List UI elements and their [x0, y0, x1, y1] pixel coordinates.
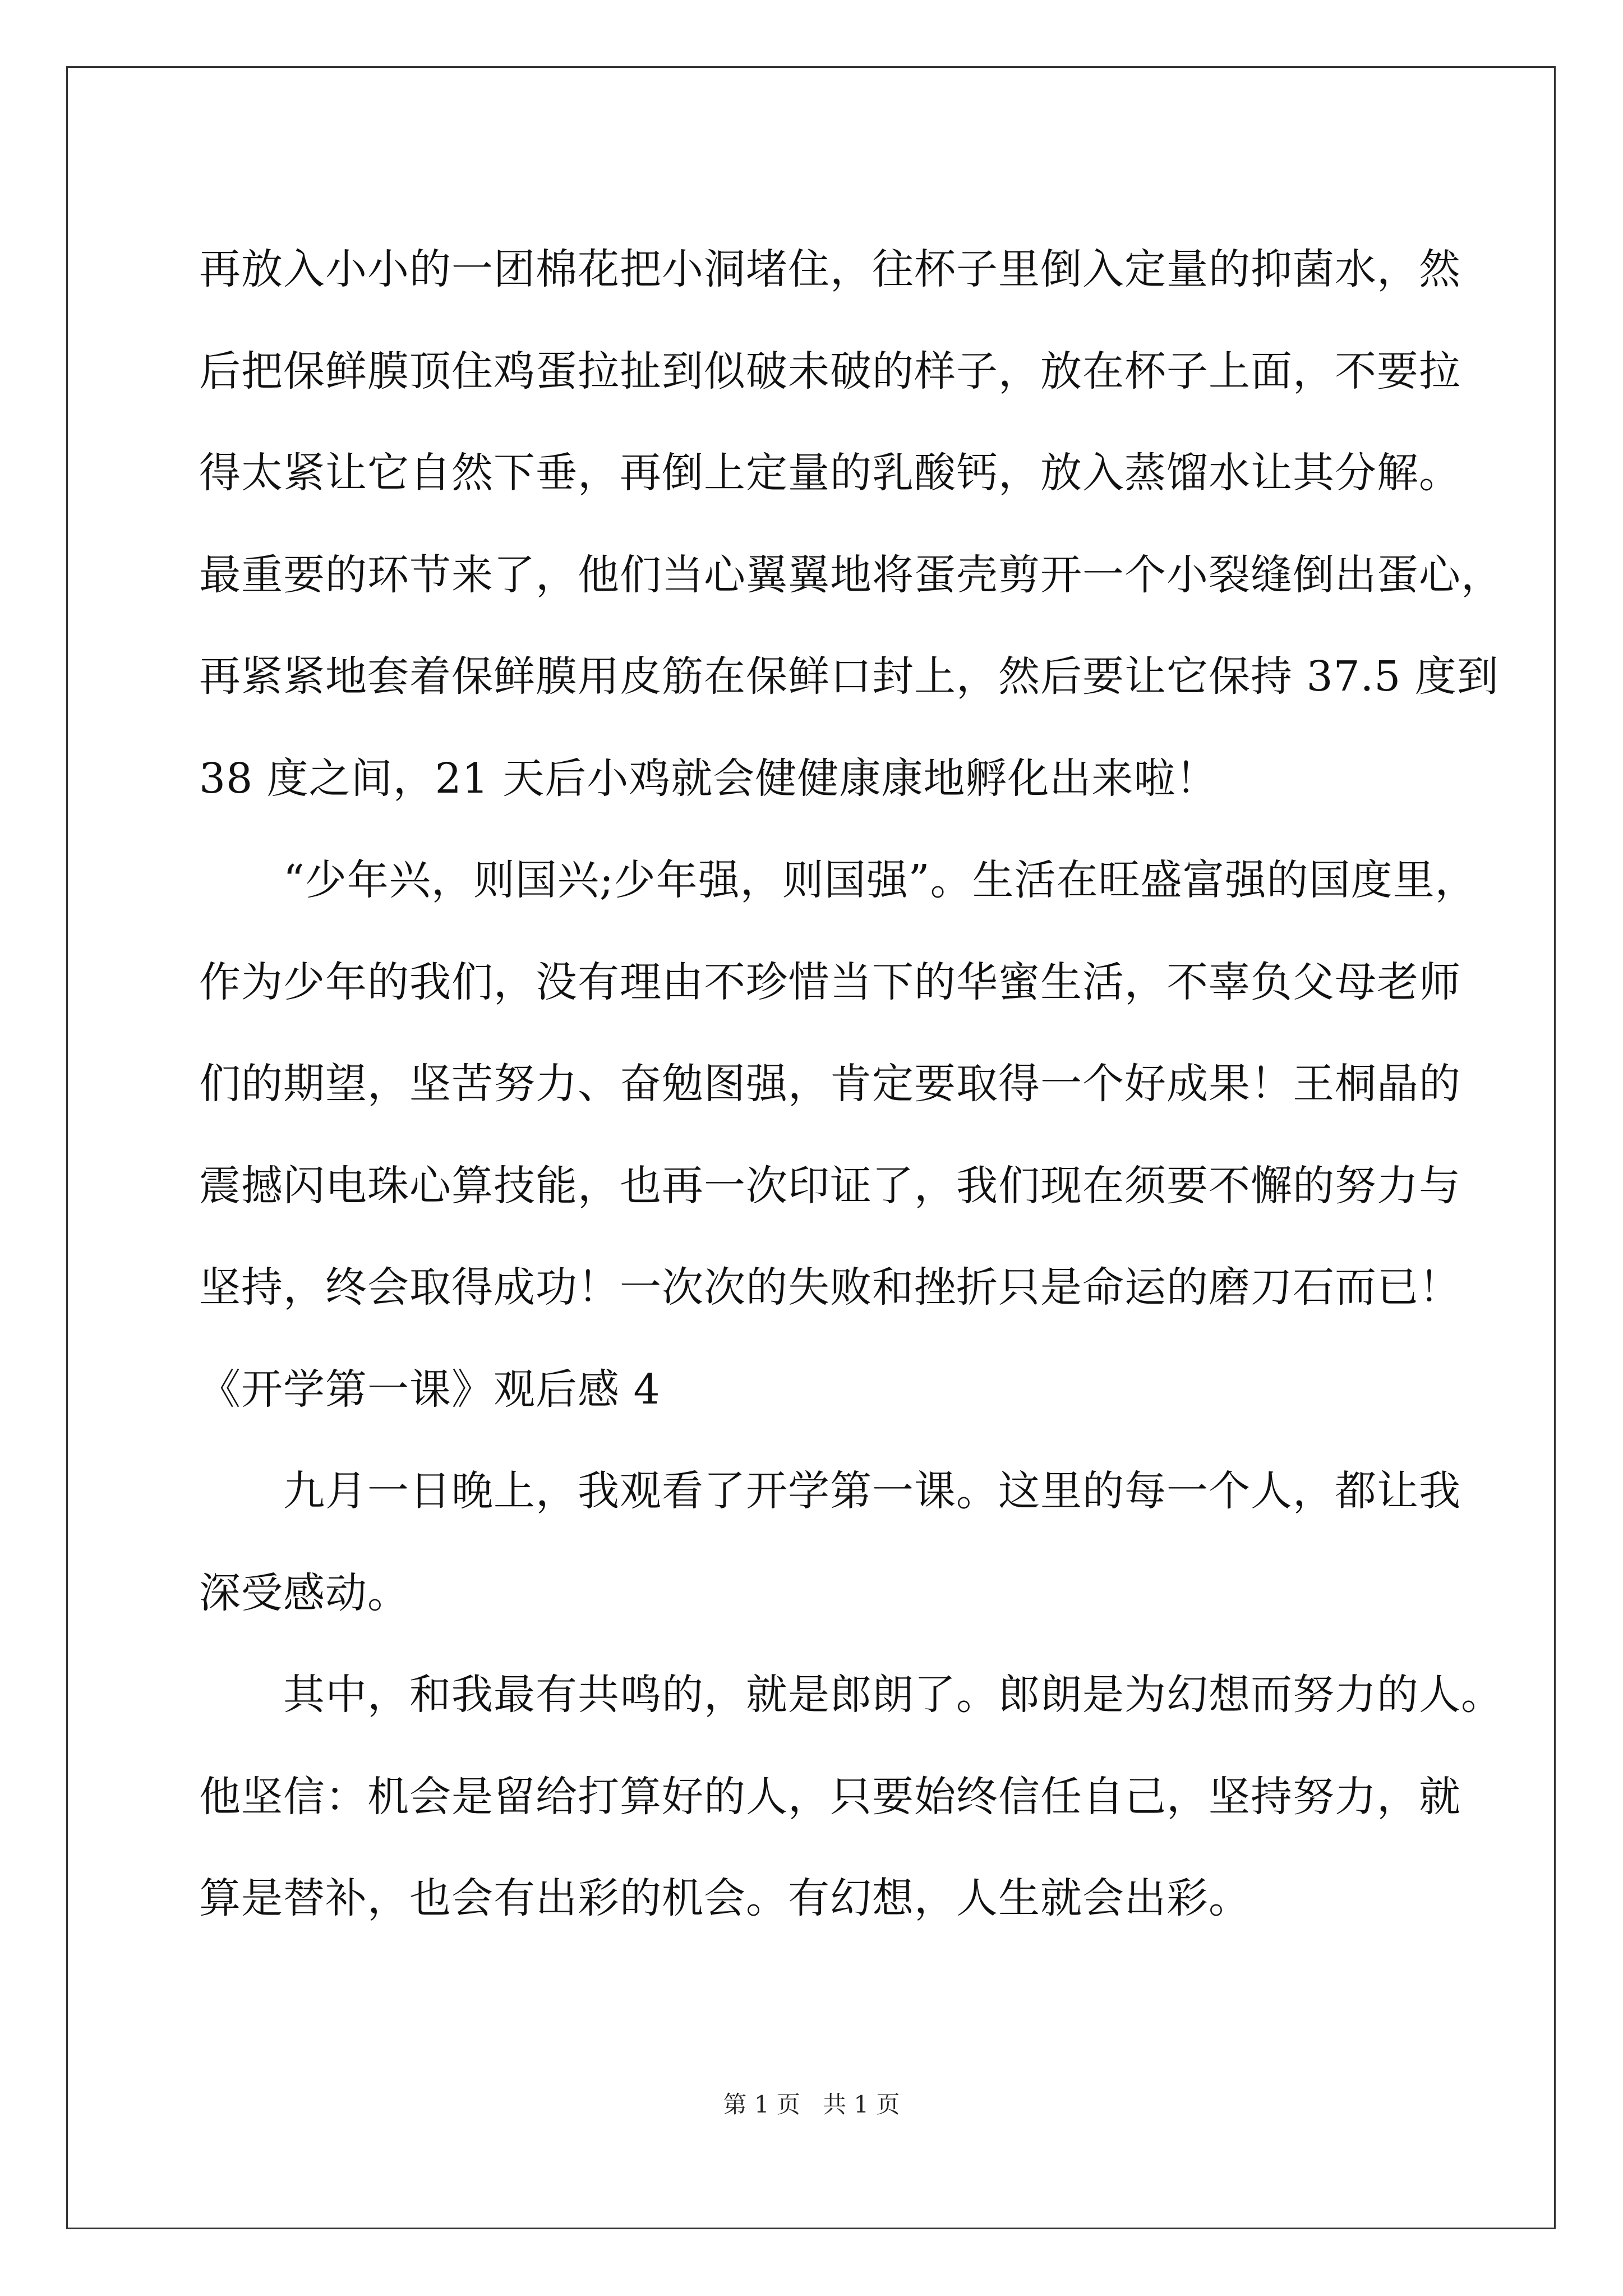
document-body — [199, 219, 1503, 1950]
page-number-footer: 第 1 页 共 1 页 — [723, 2091, 900, 2118]
paragraph-start-line: 其中，和我最有共鸣的，就是郎朗了。郎朗是为幻想而努力的人。 — [283, 1671, 1503, 1719]
paragraph-start-line: “少年兴，则国兴;少年强，则国强”。生活在旺盛富强的国度里， — [283, 856, 1477, 904]
text-line: 再放入小小的一团棉花把小洞堵住，往杯子里倒入定量的抑菌水，然 — [199, 245, 1461, 293]
text-line: 得太紧让它自然下垂，再倒上定量的乳酸钙，放入蒸馏水让其分解。 — [199, 449, 1461, 497]
text-line: 们的期望，坚苦努力、奋勉图强，肯定要取得一个好成果！王桐晶的 — [199, 1060, 1461, 1108]
text-line: 最重要的环节来了，他们当心翼翼地将蛋壳剪开一个小裂缝倒出蛋心， — [199, 550, 1503, 599]
text-line: 他坚信：机会是留给打算好的人，只要始终信任自己，坚持努力，就 — [199, 1772, 1461, 1821]
text-line: 坚持，终会取得成功！一次次的失败和挫折只是命运的磨刀石而已！ — [199, 1263, 1461, 1312]
section-heading: 《开学第一课》观后感 4 — [199, 1365, 661, 1414]
paragraph-start-line: 九月一日晚上，我观看了开学第一课。这里的每一个人，都让我 — [283, 1467, 1461, 1515]
text-line: 深受感动。 — [199, 1568, 409, 1617]
text-line: 算是替补，也会有出彩的机会。有幻想，人生就会出彩。 — [199, 1874, 1251, 1922]
text-line: 38 度之间，21 天后小鸡就会健健康康地孵化出来啦！ — [199, 754, 1218, 803]
text-line: 后把保鲜膜顶住鸡蛋拉扯到似破未破的样子，放在杯子上面，不要拉 — [199, 347, 1461, 395]
text-line: 震撼闪电珠心算技能，也再一次印证了，我们现在须要不懈的努力与 — [199, 1161, 1461, 1210]
text-line: 作为少年的我们，没有理由不珍惜当下的华蜜生活，不辜负父母老师 — [199, 958, 1461, 1006]
text-line: 再紧紧地套着保鲜膜用皮筋在保鲜口封上，然后要让它保持 37.5 度到 — [199, 652, 1499, 701]
